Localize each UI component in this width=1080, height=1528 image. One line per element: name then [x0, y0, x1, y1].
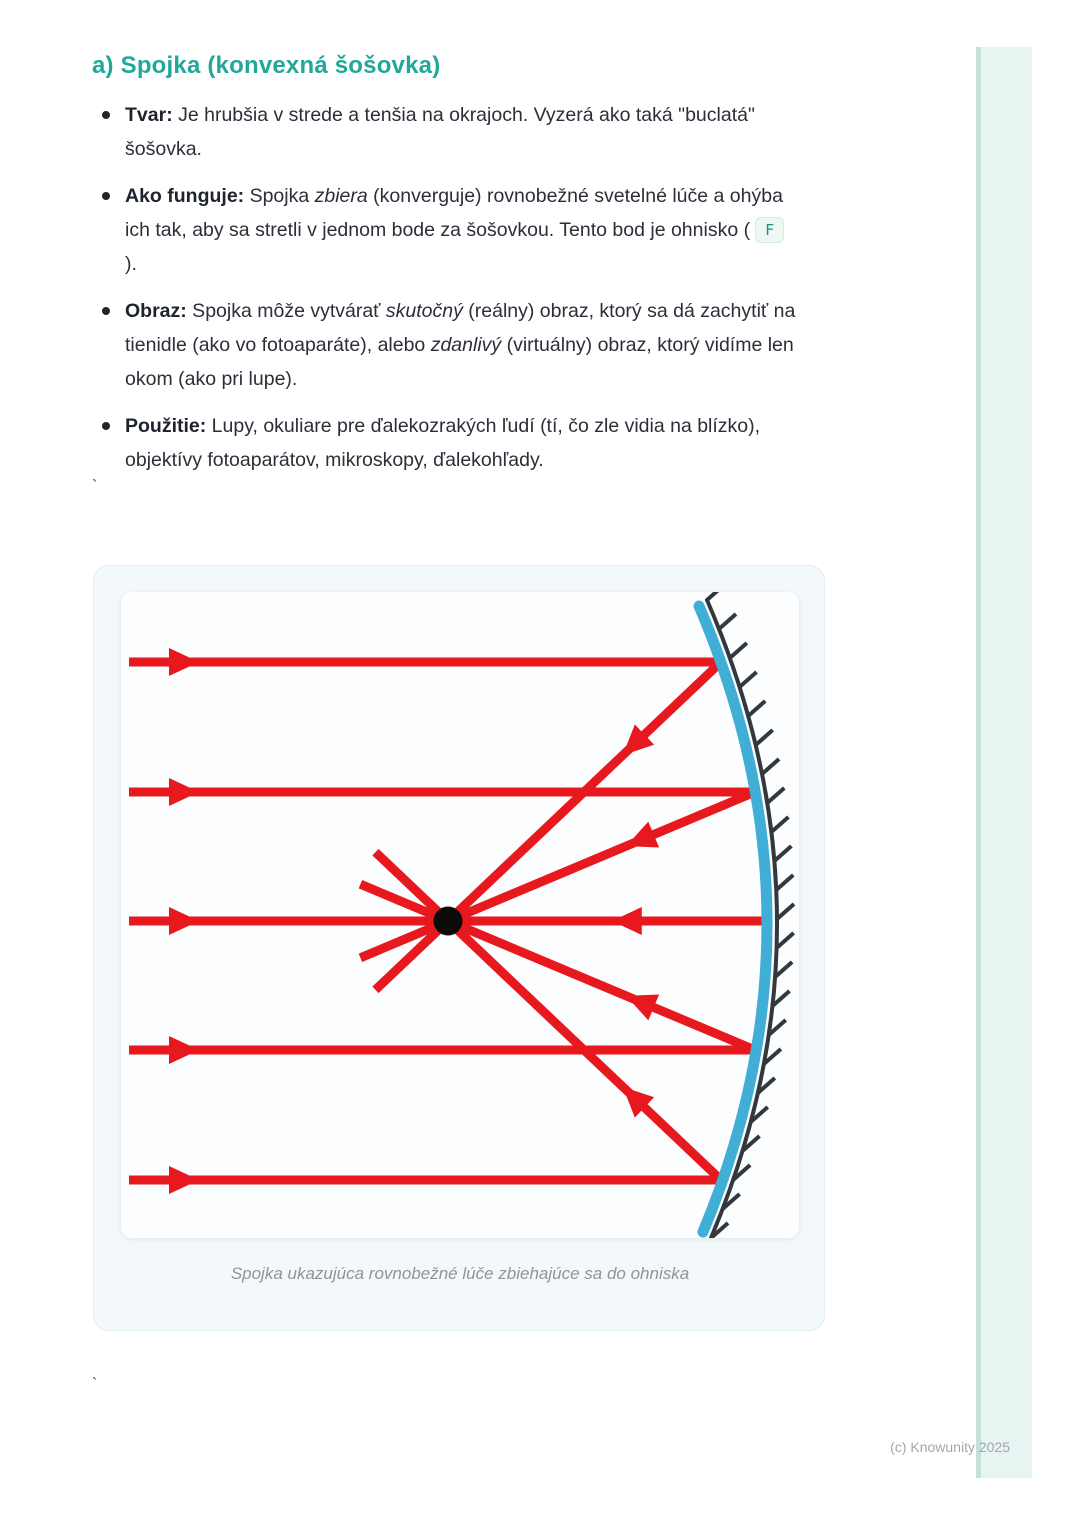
- text-segment: Spojka: [244, 185, 315, 207]
- incoming-ray-arrowhead: [169, 648, 199, 676]
- mirror-hatch-tick: [771, 817, 788, 832]
- mirror-hatch-tick: [719, 614, 736, 629]
- bullet-marker: [102, 307, 110, 315]
- incoming-ray-arrowhead: [169, 1036, 199, 1064]
- stray-backtick-top: `: [92, 478, 98, 495]
- bullet-list: [92, 98, 804, 490]
- mirror-hatch-tick: [767, 788, 784, 803]
- reflected-ray-arrowhead: [612, 907, 642, 935]
- mirror-hatch-tick: [740, 672, 757, 687]
- footer-credit: (c) Knowunity 2025: [890, 1439, 1010, 1455]
- mirror-hatch-tick: [776, 875, 793, 890]
- section-heading: a) Spojka (konvexná šošovka): [92, 52, 441, 79]
- text-segment: zdanlivý: [430, 334, 502, 356]
- text-segment: skutočný: [385, 300, 463, 322]
- text-segment: ).: [125, 253, 137, 275]
- text-segment: Lupy, okuliare pre ďalekozrakých ľudí (tí, čo zle vidia na blízko), objektívy fotoaparátov, mikroskopy, ďalekohľady.: [125, 415, 761, 471]
- ray-diagram-svg: [121, 592, 799, 1238]
- mirror-hatch-tick: [748, 701, 765, 716]
- bullet-marker: [102, 422, 110, 430]
- list-item: [92, 409, 804, 477]
- bullet-marker: [102, 192, 110, 200]
- text-segment: Tvar:: [125, 104, 173, 126]
- incoming-ray-arrowhead: [169, 1166, 199, 1194]
- mirror-hatch-tick: [730, 643, 747, 658]
- mirror-hatch-tick: [707, 592, 724, 600]
- side-accent-bar: [976, 47, 1032, 1478]
- text-segment: Spojka môže vytvárať: [186, 300, 386, 322]
- focal-point-dot: [434, 907, 463, 936]
- mirror-hatch-tick: [777, 904, 794, 919]
- f-symbol-badge: F: [755, 217, 784, 243]
- figure-caption: Spojka ukazujúca rovnobežné lúče zbiehajúce sa do ohniska: [230, 1264, 690, 1283]
- list-item: [92, 179, 804, 281]
- text-segment: Je hrubšia v strede a tenšia na okrajoch. Vyzerá ako taká "buclatá" šošovka.: [125, 104, 755, 160]
- text-segment: (reálny) obraz, ktorý sa dá zachytiť na tienidle (ako vo fotoaparáte), alebo: [125, 300, 796, 356]
- figure-card: [93, 565, 825, 1331]
- text-segment: Použitie:: [125, 415, 207, 437]
- mirror-hatch-tick: [762, 759, 779, 774]
- text-segment: Ako funguje:: [125, 185, 245, 207]
- mirror-hatch-tick: [756, 730, 773, 745]
- stray-backtick-bottom: `: [92, 1376, 98, 1393]
- list-item: [92, 294, 804, 396]
- text-segment: (virtuálny) obraz, ktorý vidíme len okom (ako pri lupe).: [125, 334, 794, 390]
- incoming-ray-arrowhead: [169, 907, 199, 935]
- text-segment: Obraz:: [125, 300, 187, 322]
- text-segment: zbiera: [314, 185, 368, 207]
- incoming-ray-arrowhead: [169, 778, 199, 806]
- list-item: [92, 98, 804, 166]
- mirror-hatch-tick: [774, 846, 791, 861]
- text-segment: (konverguje) rovnobežné svetelné lúče a ohýba ich tak, aby sa stretli v jednom bode za šošovkou. Tento bod je ohnisko (: [125, 185, 783, 241]
- diagram-panel: [121, 592, 799, 1238]
- mirror-hatch-tick: [777, 933, 794, 948]
- bullet-marker: [102, 111, 110, 119]
